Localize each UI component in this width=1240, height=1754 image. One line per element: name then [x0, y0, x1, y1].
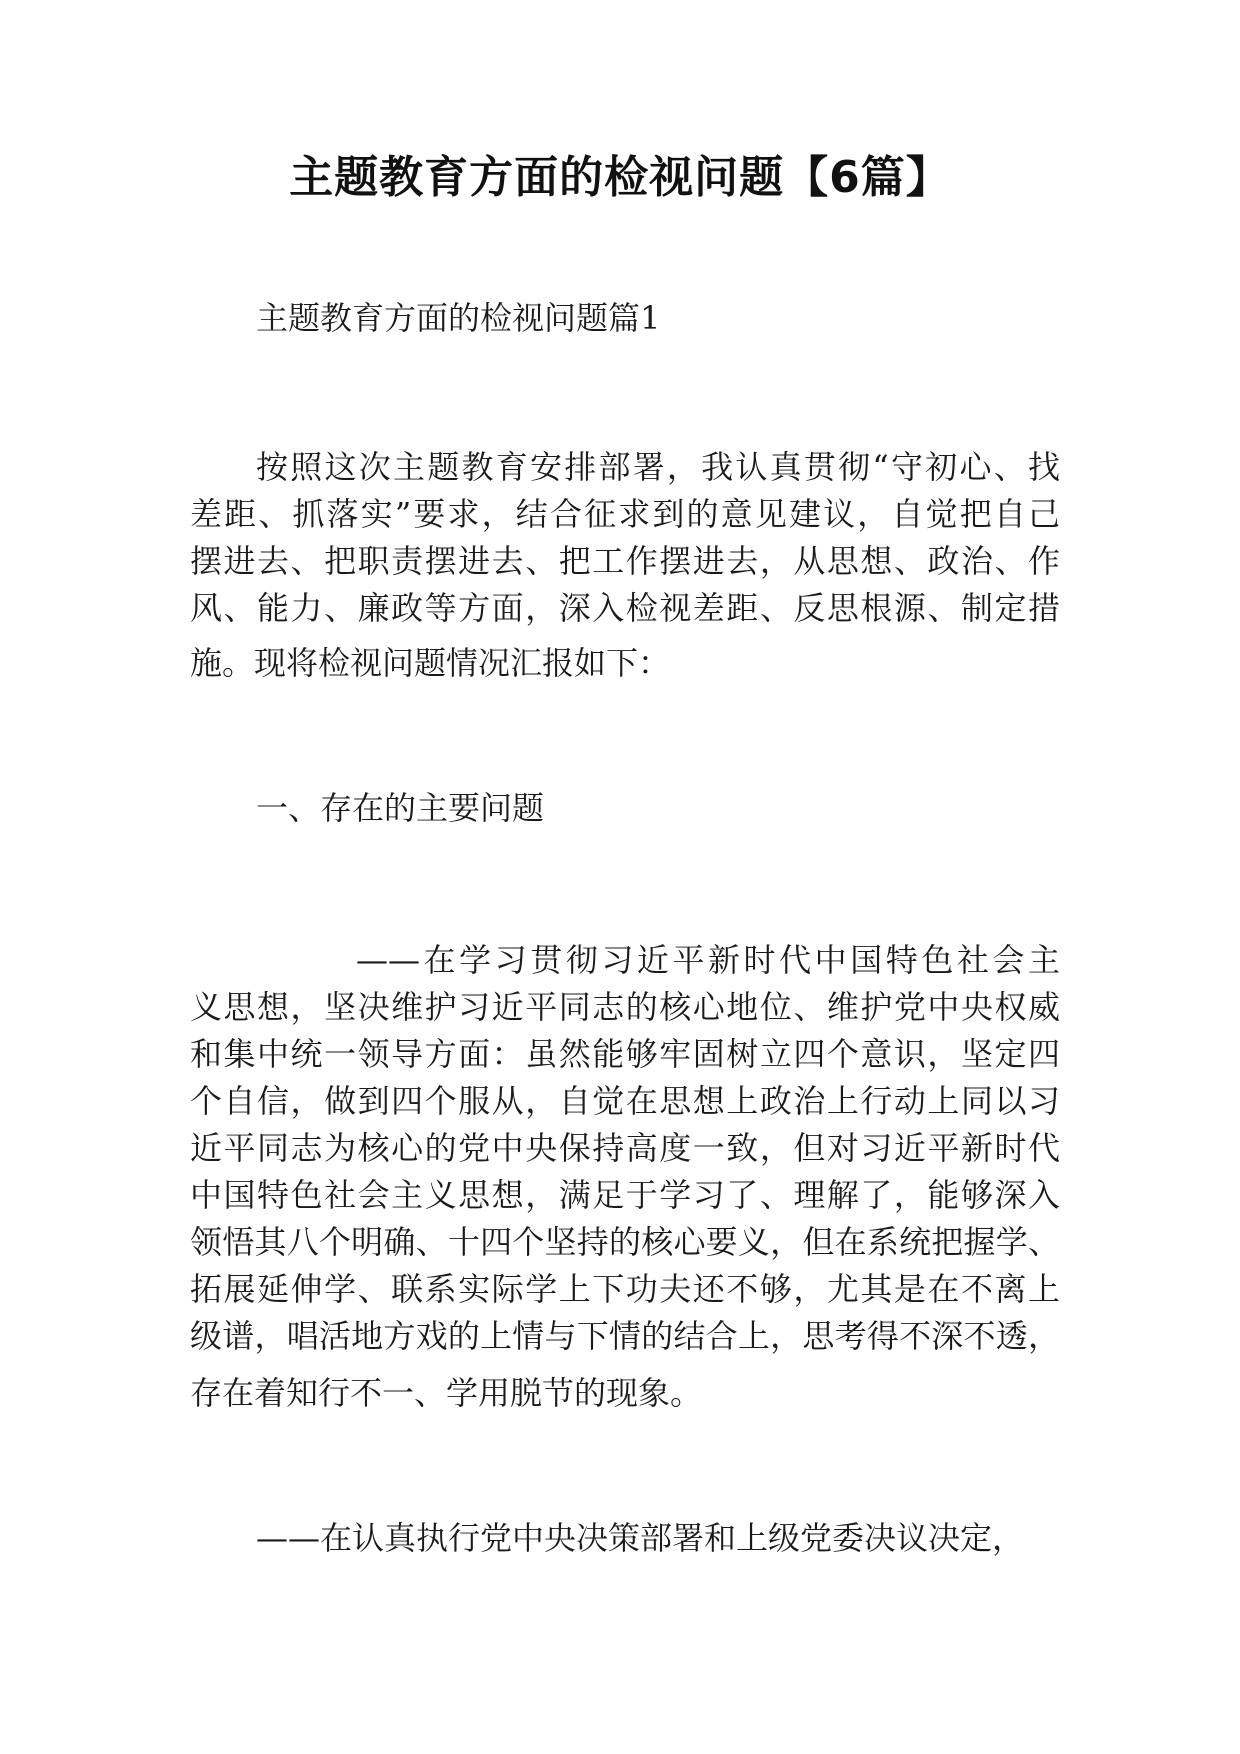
paragraph-line: 存在着知行不一、学用脱节的现象。	[190, 1374, 703, 1412]
heading-main-problems: 一、存在的主要问题	[256, 789, 545, 827]
paragraph-line: 领悟其八个明确、十四个坚持的核心要义，但在系统把握学、	[190, 1223, 1060, 1261]
paragraph-line: 差距、抓落实”要求，结合征求到的意见建议，自觉把自己	[190, 495, 1060, 533]
paragraph-line: 级谱，唱活地方戏的上情与下情的结合上，思考得不深不透，	[190, 1317, 1060, 1355]
paragraph-line: 施。现将检视问题情况汇报如下：	[190, 644, 671, 682]
paragraph-line: 义思想，坚决维护习近平同志的核心地位、维护党中央权威	[190, 988, 1060, 1026]
paragraph-line: 摆进去、把职责摆进去、把工作摆进去，从思想、政治、作	[190, 542, 1060, 580]
paragraph-line: 和集中统一领导方面：虽然能够牢固树立四个意识，坚定四	[190, 1035, 1060, 1073]
paragraph-line: ——在学习贯彻习近平新时代中国特色社会主	[356, 941, 1060, 979]
section-heading: 主题教育方面的检视问题篇1	[256, 299, 661, 337]
paragraph-line: 近平同志为核心的党中央保持高度一致，但对习近平新时代	[190, 1129, 1060, 1167]
paragraph-line: ——在认真执行党中央决策部署和上级党委决议决定，	[256, 1519, 1025, 1557]
paragraph-line: 中国特色社会主义思想，满足于学习了、理解了，能够深入	[190, 1176, 1060, 1214]
paragraph-line: 按照这次主题教育安排部署，我认真贯彻“守初心、找	[256, 448, 1060, 486]
paragraph-line: 风、能力、廉政等方面，深入检视差距、反思根源、制定措	[190, 589, 1060, 627]
paragraph-line: 个自信，做到四个服从，自觉在思想上政治上行动上同以习	[190, 1082, 1060, 1120]
paragraph-line: 拓展延伸学、联系实际学上下功夫还不够，尤其是在不离上	[190, 1270, 1060, 1308]
document-title: 主题教育方面的检视问题【6篇】	[289, 152, 951, 203]
